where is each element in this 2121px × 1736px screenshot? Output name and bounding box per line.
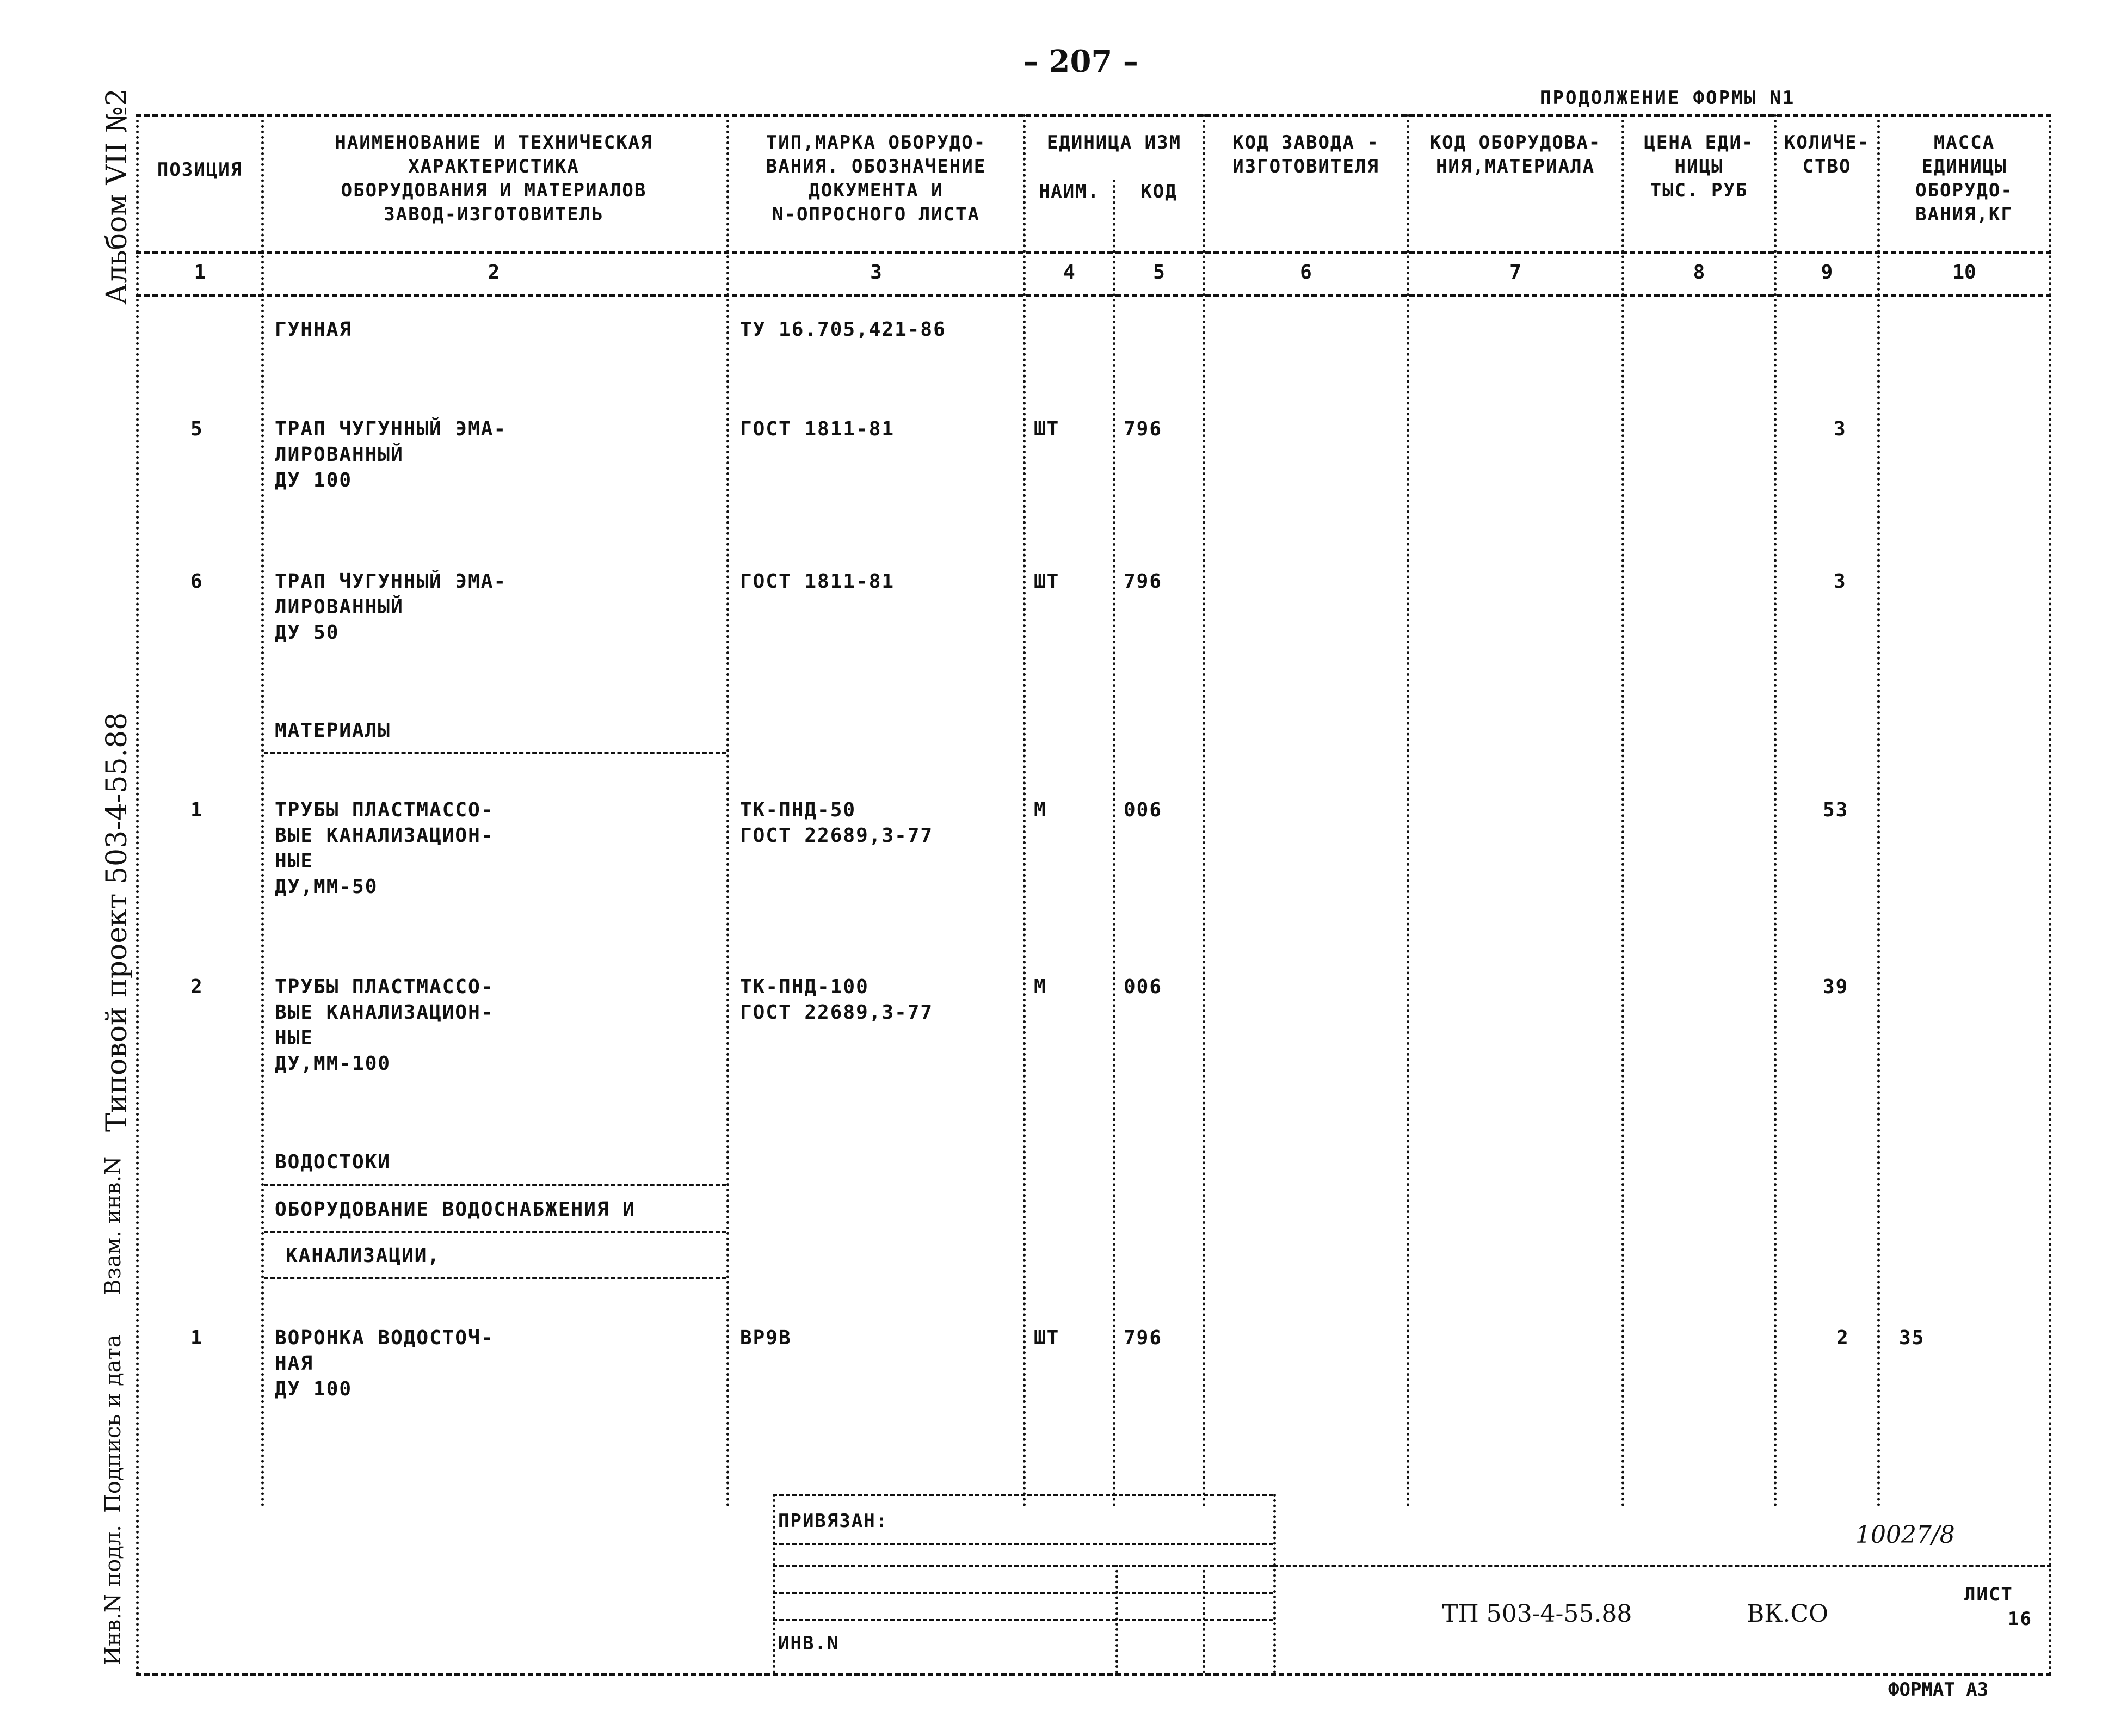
col-number-2: 2 — [488, 261, 500, 284]
header-equipment-code: КОД ОБОРУДОВА- НИЯ,МАТЕРИАЛА — [1429, 132, 1601, 177]
row-2-type: ГОСТ 1811-81 — [740, 570, 895, 593]
doc-code: ТП 503-4-55.88 — [1442, 1600, 1632, 1628]
format-label: ФОРМАТ А3 — [1888, 1679, 1989, 1701]
row-5-unit: ШТ — [1034, 1327, 1060, 1349]
section-drains: ВОДОСТОКИ — [275, 1151, 391, 1173]
section-equipment-2: КАНАЛИЗАЦИИ, — [286, 1245, 441, 1267]
row-5-mass: 35 — [1899, 1327, 1925, 1349]
header-unit-code: КОД — [1140, 181, 1177, 202]
row-3-code: 006 — [1124, 799, 1163, 821]
row-5-type: ВР9В — [740, 1327, 792, 1349]
stamp-rule-3 — [773, 1592, 1273, 1594]
stamp-left-rule — [773, 1494, 775, 1673]
col-sep-9 — [1877, 114, 1880, 1507]
col-sep-8 — [1774, 114, 1777, 1507]
col-sep-1 — [261, 114, 264, 1507]
row-2-unit: ШТ — [1034, 570, 1060, 593]
row-4-code: 006 — [1124, 976, 1163, 998]
row-1-type: ГОСТ 1811-81 — [740, 418, 895, 440]
row-1-qty: 3 — [1834, 418, 1847, 440]
section-equipment-rule-2 — [264, 1277, 726, 1279]
stamp-mid-rule — [1115, 1565, 1118, 1673]
stamp-rule-1 — [773, 1543, 1273, 1545]
project-label: Типовой проект 503-4-55.88 — [101, 712, 133, 1132]
col-sep-5 — [1203, 114, 1205, 1507]
row-4-name: ТРУБЫ ПЛАСТМАССО- ВЫЕ КАНАЛИЗАЦИОН- НЫЕ ДУ,ММ-100 — [275, 976, 494, 1075]
header-mass: МАССА ЕДИНИЦЫ ОБОРУДО- ВАНИЯ,КГ — [1915, 132, 2013, 225]
row-3-name: ТРУБЫ ПЛАСТМАССО- ВЫЕ КАНАЛИЗАЦИОН- НЫЕ ДУ,ММ-50 — [275, 799, 494, 898]
sheet-label: ЛИСТ — [1964, 1584, 2013, 1605]
doc-mark: ВК.СО — [1747, 1600, 1829, 1628]
row-5-name: ВОРОНКА ВОДОСТОЧ- НАЯ ДУ 100 — [275, 1327, 494, 1400]
handwritten-number: 10027/8 — [1855, 1521, 1955, 1549]
stamp-top-rule — [773, 1494, 1273, 1496]
bottom-rule — [136, 1673, 2051, 1676]
col-number-5: 5 — [1153, 261, 1165, 284]
row-3-unit: М — [1034, 799, 1047, 821]
col-sep-7 — [1621, 114, 1624, 1507]
col-sep-10 — [2049, 114, 2051, 1676]
col-number-10: 10 — [1952, 261, 1976, 284]
header-type: ТИП,МАРКА ОБОРУДО- ВАНИЯ. ОБОЗНАЧЕНИЕ ДОКУМЕНТА И N-ОПРОСНОГО ЛИСТА — [766, 132, 986, 225]
sign-label: Подпись и дата — [101, 1334, 126, 1513]
row-3-type: ТК-ПНД-50 ГОСТ 22689,3-77 — [740, 799, 934, 847]
stamp-mid-rule-2 — [1203, 1565, 1205, 1673]
row-1-unit: ШТ — [1034, 418, 1060, 440]
section-materials: МАТЕРИАЛЫ — [275, 719, 391, 742]
row-3-qty: 53 — [1823, 799, 1849, 821]
col-number-3: 3 — [870, 261, 882, 284]
header-unit-name: НАИМ. — [1038, 181, 1100, 202]
section-equipment-1: ОБОРУДОВАНИЕ ВОДОСНАБЖЕНИЯ И — [275, 1198, 636, 1221]
row-3-pos: 1 — [190, 799, 204, 821]
header-rule — [136, 251, 2051, 254]
row-4-unit: М — [1034, 976, 1047, 998]
col-sep-0 — [136, 114, 139, 1676]
vzam-label: Взам. инв.N — [101, 1156, 126, 1295]
row-4-qty: 39 — [1823, 976, 1849, 998]
col-sep-3 — [1023, 114, 1026, 1507]
row-2-qty: 3 — [1834, 570, 1847, 593]
row-5-qty: 2 — [1836, 1327, 1849, 1349]
row-2-name: ТРАП ЧУГУННЫЙ ЭМА- ЛИРОВАННЫЙ ДУ 50 — [275, 570, 507, 644]
section-equipment-rule-1 — [264, 1231, 726, 1233]
row-5-pos: 1 — [190, 1327, 204, 1349]
row-4-pos: 2 — [190, 976, 204, 998]
col-sep-2 — [726, 114, 729, 1507]
top-rule — [136, 114, 2051, 117]
stamp-rule-2 — [773, 1565, 1273, 1567]
header-factory-code: КОД ЗАВОДА - ИЗГОТОВИТЕЛЯ — [1232, 132, 1379, 177]
header-position: ПОЗИЦИЯ — [157, 159, 243, 181]
stamp-rule-4 — [773, 1619, 1273, 1621]
header-unit: ЕДИНИЦА ИЗМ — [1046, 132, 1182, 153]
header-name: НАИМЕНОВАНИЕ И ТЕХНИЧЕСКАЯ ХАРАКТЕРИСТИКА ОБОРУДОВАНИЯ И МАТЕРИАЛОВ ЗАВОД-ИЗГОТОВИТЕЛЬ — [335, 132, 653, 225]
col-number-9: 9 — [1821, 261, 1833, 284]
row-5-code: 796 — [1124, 1327, 1163, 1349]
col-number-4: 4 — [1063, 261, 1075, 284]
row-1-name: ТРАП ЧУГУННЫЙ ЭМА- ЛИРОВАННЫЙ ДУ 100 — [275, 418, 507, 491]
inv-label: Инв.N подл. — [101, 1525, 126, 1665]
col-number-1: 1 — [194, 261, 206, 284]
col-sep-4 — [1113, 180, 1115, 1507]
col-sep-6 — [1407, 114, 1409, 1507]
page-number: – 207 – — [1023, 44, 1138, 79]
col-number-6: 6 — [1300, 261, 1312, 284]
section-drains-rule — [264, 1184, 726, 1186]
row-0-type: ТУ 16.705,421-86 — [740, 318, 946, 341]
row-1-pos: 5 — [190, 418, 204, 440]
album-label: Альбом VII №2 — [101, 88, 133, 305]
row-0-name: ГУННАЯ — [275, 318, 353, 341]
row-4-type: ТК-ПНД-100 ГОСТ 22689,3-77 — [740, 976, 934, 1024]
sheet-number: 16 — [2008, 1608, 2032, 1630]
stamp-privyazan: ПРИВЯЗАН: — [778, 1510, 889, 1532]
header-price: ЦЕНА ЕДИ- НИЦЫ ТЫС. РУБ — [1644, 132, 1754, 201]
row-1-code: 796 — [1124, 418, 1163, 440]
continuation-title: ПРОДОЛЖЕНИЕ ФОРМЫ N1 — [1540, 87, 1796, 109]
specification-sheet — [136, 114, 2051, 1676]
stamp-right-rule — [1273, 1494, 1276, 1673]
stamp-inv: ИНВ.N — [778, 1633, 840, 1654]
column-number-rule — [136, 294, 2051, 297]
section-materials-rule — [264, 752, 726, 754]
stamp-wide-rule — [1273, 1565, 2051, 1567]
col-number-8: 8 — [1693, 261, 1705, 284]
row-2-pos: 6 — [190, 570, 204, 593]
col-number-7: 7 — [1509, 261, 1521, 284]
row-2-code: 796 — [1124, 570, 1163, 593]
header-quantity: КОЛИЧЕ- СТВО — [1784, 132, 1870, 177]
